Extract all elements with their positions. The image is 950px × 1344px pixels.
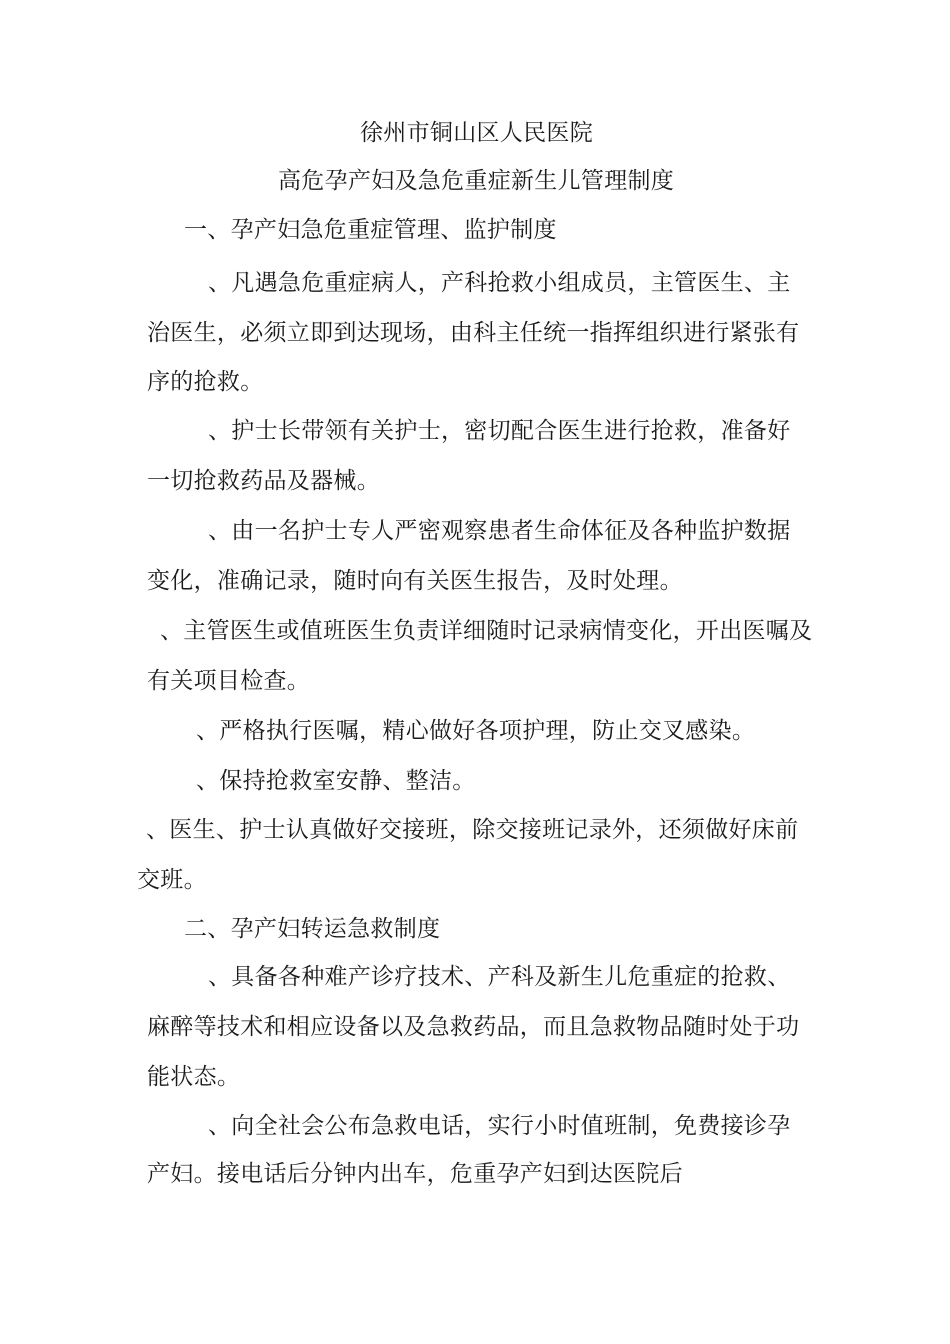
s1-item-1-line-3: 序的抢救。 [147,369,264,395]
s1-item-5-line-1: 、严格执行医嘱，精心做好各项护理，防止交叉感染。 [196,718,756,744]
s1-item-4-line-1: 、主管医生或值班医生负责详细随时记录病情变化，开出医嘱及 [160,618,813,644]
s2-item-1-line-3: 能状态。 [147,1064,241,1090]
s2-item-1-line-1: 、具备各种难产诊疗技术、产科及新生儿危重症的抢救、 [208,964,791,990]
s1-item-7-line-1: 、医生、护士认真做好交接班，除交接班记录外，还须做好床前 [146,817,799,843]
s1-item-2-line-1: 、护士长带领有关护士，密切配合医生进行抢救，准备好 [208,418,791,444]
s1-item-2-line-2: 一切抢救药品及器械。 [147,468,380,494]
s1-item-7-line-2: 交班。 [137,867,207,893]
s2-item-2-line-1: 、向全社会公布急救电话，实行小时值班制，免费接诊孕 [208,1113,791,1139]
s2-item-2-line-2: 产妇。接电话后分钟内出车，危重孕产妇到达医院后 [147,1161,683,1187]
hospital-name: 徐州市铜山区人民医院 [360,120,593,146]
s1-item-3-line-2: 变化，准确记录，随时向有关医生报告，及时处理。 [147,568,683,594]
s2-item-1-line-2: 麻醉等技术和相应设备以及急救药品，而且急救物品随时处于功 [147,1014,800,1040]
section-1-heading: 一、孕产妇急危重症管理、监护制度 [184,217,557,243]
section-2-heading: 二、孕产妇转运急救制度 [184,916,441,942]
s1-item-1-line-2: 治医生，必须立即到达现场，由科主任统一指挥组织进行紧张有 [147,320,800,346]
s1-item-1-line-1: 、凡遇急危重症病人，产科抢救小组成员，主管医生、主 [208,270,791,296]
document-title: 高危孕产妇及急危重症新生儿管理制度 [278,168,675,194]
s1-item-6-line-1: 、保持抢救室安静、整洁。 [196,768,476,794]
s1-item-4-line-2: 有关项目检查。 [147,668,311,694]
s1-item-3-line-1: 、由一名护士专人严密观察患者生命体征及各种监护数据 [208,518,791,544]
